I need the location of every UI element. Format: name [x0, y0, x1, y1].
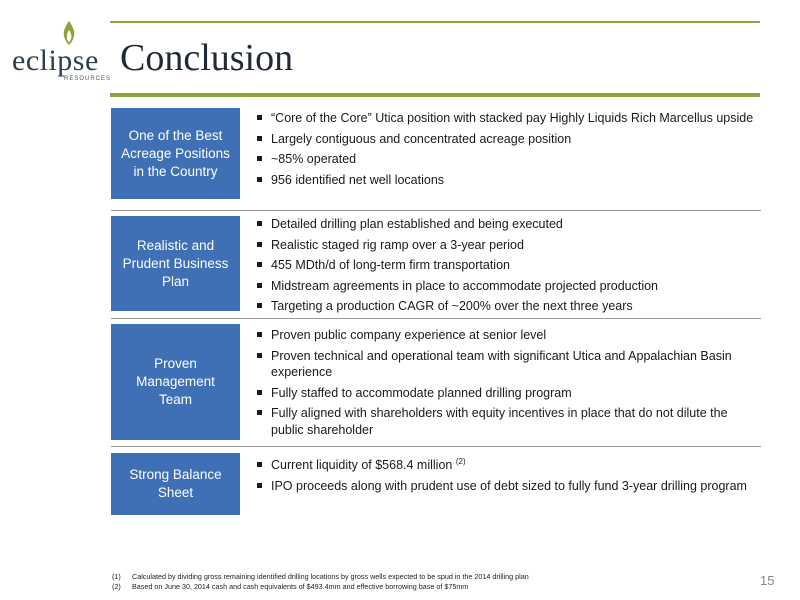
company-logo: [12, 20, 112, 90]
section-divider: [111, 210, 761, 211]
list-item: Targeting a production CAGR of ~200% over the next three years: [257, 298, 757, 315]
list-item: 455 MDth/d of long-term firm transportation: [257, 257, 757, 274]
footnote-text: Based on June 30, 2014 cash and cash equivalents of $493.4mm and effective borrowing base of $75mm: [132, 582, 469, 591]
section-divider: [111, 318, 761, 319]
list-item: 956 identified net well locations: [257, 172, 757, 189]
footnote-ref: (2): [455, 456, 466, 466]
footnote-number: (2): [112, 582, 121, 591]
footnote: [112, 572, 529, 582]
page-number: 15: [760, 573, 775, 588]
section-label: [111, 216, 240, 311]
section-label: [111, 324, 240, 440]
section-label: [111, 108, 240, 199]
list-item: Midstream agreements in place to accommodate projected production: [257, 278, 757, 295]
footnote-number: (1): [112, 572, 121, 581]
bullet-list: [257, 327, 757, 442]
footnote: [112, 582, 529, 592]
list-item: IPO proceeds along with prudent use of debt sized to fully fund 3-year drilling program: [257, 478, 757, 495]
section-divider: [111, 446, 761, 447]
section-label-text: Realistic and Prudent Business Plan: [122, 237, 229, 289]
list-item: Fully aligned with shareholders with equity incentives in place that do not dilute the public shareholder: [257, 405, 757, 438]
list-item: Realistic staged rig ramp over a 3-year period: [257, 237, 757, 254]
footnote-text: Calculated by dividing gross remaining identified drilling locations by gross wells expected to be spud in the 2014 drilling plan: [132, 572, 529, 581]
list-item: Proven public company experience at senior level: [257, 327, 757, 344]
bullet-list: [257, 216, 757, 319]
page-title: Conclusion: [120, 37, 294, 79]
footnotes: [112, 572, 529, 592]
list-item: “Core of the Core” Utica position with stacked pay Highly Liquids Rich Marcellus upside: [257, 110, 757, 127]
flame-icon: [62, 20, 76, 46]
bullet-list: [257, 110, 757, 192]
list-item: Largely contiguous and concentrated acreage position: [257, 131, 757, 148]
title-rule-bottom: [110, 93, 760, 97]
list-item: Proven technical and operational team with significant Utica and Appalachian Basin experience: [257, 348, 757, 381]
list-item: Detailed drilling plan established and being executed: [257, 216, 757, 233]
section-label: [111, 453, 240, 515]
list-item-text: Current liquidity of $568.4 million: [271, 458, 453, 472]
list-item: [257, 457, 757, 474]
section-label-text: Proven Management Team: [136, 356, 215, 407]
logo-subtext: RESOURCES: [64, 76, 112, 82]
bullet-list: [257, 457, 757, 498]
section-label-text: One of the Best Acreage Positions in the Country: [121, 127, 230, 179]
list-item: ~85% operated: [257, 151, 757, 168]
section-label-text: Strong Balance Sheet: [129, 467, 222, 500]
logo-wordmark: eclipse: [12, 44, 99, 77]
list-item: Fully staffed to accommodate planned drilling program: [257, 385, 757, 402]
title-rule-top: [110, 21, 760, 23]
